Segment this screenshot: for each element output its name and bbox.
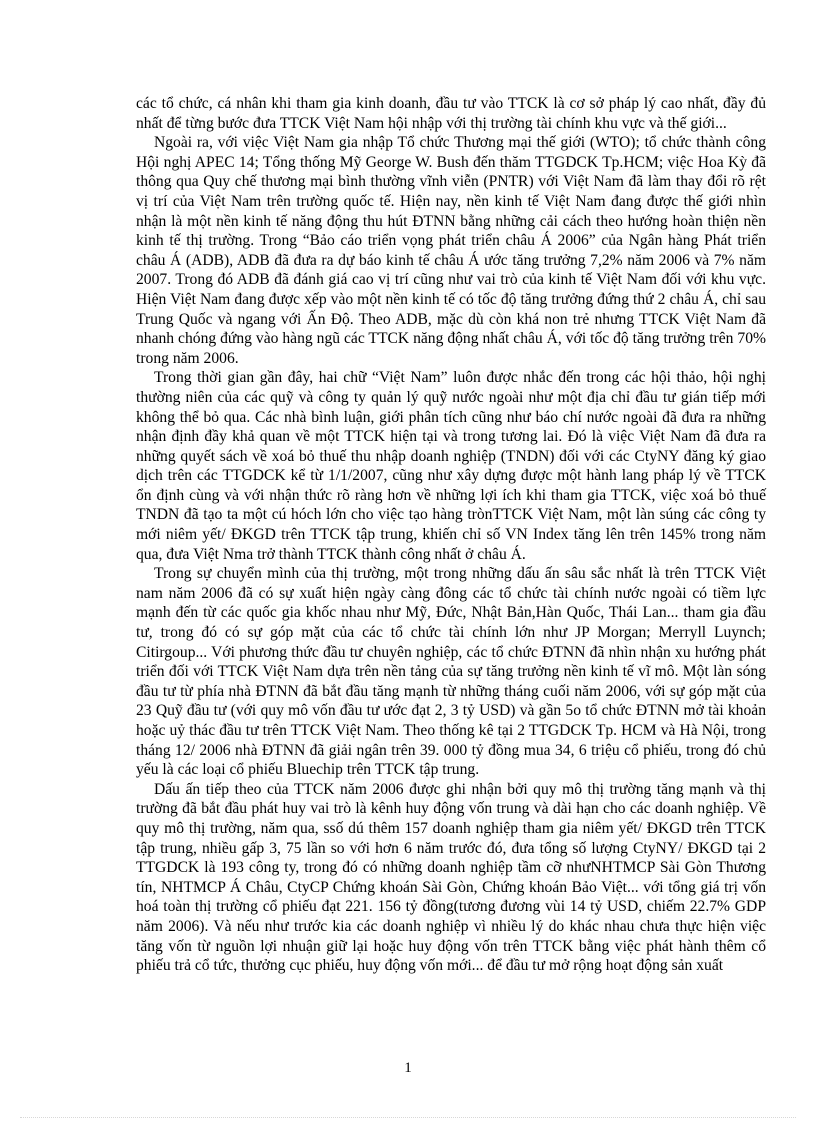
document-body — [136, 94, 766, 976]
paragraph-wto-adb: Ngoài ra, với việc Việt Nam gia nhập Tổ chức Thương mại thế giới (WTO); tổ chức thành công Hội nghị APEC 14; Tổng thống Mỹ George W. Bush đến thăm TTGDCK Tp.HCM; việc Hoa Kỳ đã thông qua Quy chế thương mại bình thường vĩnh viễn (PNTR) với Việt Nam đã làm thay đổi rõ rệt vị trí của Việt Nam trên trường quốc tế. Hiện nay, nền kinh tế Việt Nam đang được thế giới nhìn nhận là một nền kinh tế năng động thu hút ĐTNN bằng những cải cách theo hướng hoàn thiện nền kinh tế thị trường. Trong “Bảo cáo triển vọng phát triển châu Á 2006” của Ngân hàng Phát triển châu Á (ADB), ADB đã đưa ra dự báo kinh tế châu Á ước tăng trưởng 7,2% năm 2006 và 7% năm 2007. Trong đó ADB đã đánh giá cao vị trí cũng như vai trò của kinh tế Việt Nam đối với khu vực. Hiện Việt Nam đang được xếp vào một nền kinh tế có tốc độ tăng trưởng đứng thứ 2 châu Á, chỉ sau Trung Quốc và ngang với Ấn Độ. Theo ADB, mặc dù còn khá non trẻ nhưng TTCK Việt Nam đã nhanh chóng đứng vào hàng ngũ các TTCK năng động nhất châu Á, với tốc độ tăng trưởng trên 70% trong năm 2006. — [136, 134, 766, 367]
page-number: 1 — [404, 1060, 412, 1076]
paragraph-foreign-investors: Trong sự chuyển mình của thị trường, một trong những dấu ấn sâu sắc nhất là trên TTCK Việt nam năm 2006 đã có sự xuất hiện ngày càng đông các tổ chức tài chính nước ngoài có tiềm lực mạnh đến từ các quốc gia khốc nhau như Mỹ, Đức, Nhật Bản,Hàn Quốc, Thái Lan... tham gia đầu tư, trong đó có sự góp mặt của các tổ chức tài chính lớn như JP Morgan; Merryll Luynch; Citirgoup... Với phương thức đầu tư chuyên nghiệp, các tổ chức ĐTNN đã nhìn nhận xu hướng phát triển đối với TTCK Việt Nam dựa trên nền tảng của sự tăng trưởng nền kinh tế vĩ mô. Một làn sóng đầu tư từ phía nhà ĐTNN đã bắt đầu tăng mạnh từ những tháng cuối năm 2006, với sự góp mặt của 23 Quỹ đầu tư (với quy mô vốn đầu tư ước đạt 2, 3 tỷ USD) và gần 5o tổ chức ĐTNN mở tài khoản hoặc uỷ thác đầu tư trên TTCK Việt Nam. Theo thống kê tại 2 TTGDCK Tp. HCM và Hà Nội, trong tháng 12/ 2006 nhà ĐTNN đã giải ngân trên 39. 000 tỷ đồng mua 34, 6 triệu cổ phiếu, trong đó chủ yếu là các loại cổ phiếu Bluechip trên TTCK tập trung. — [136, 565, 766, 779]
paragraph-market-scale: Dấu ấn tiếp theo của TTCK năm 2006 được ghi nhận bởi quy mô thị trường tăng mạnh và thị trường đã bắt đầu phát huy vai trò là kênh huy động vốn trung và dài hạn cho các doanh nghiệp. Về quy mô thị trường, năm qua, ssố dú thêm 157 doanh nghiệp tham gia niêm yết/ ĐKGD trên TTCK tập trung, nhiều gấp 3, 75 lần so với hơn 6 năm trước đó, đưa tổng số lượng CtyNY/ ĐKGD tại 2 TTGDCK là 193 công ty, trong đó có những doanh nghiệp tầm cỡ nhưNHTMCP Sài Gòn Thương tín, NHTMCP Á Châu, CtyCP Chứng khoán Sài Gòn, Chứng khoán Bảo Việt... với tổng giá trị vốn hoá toàn thị trường cổ phiếu đạt 221. 156 tỷ đồng(tương đương vùi 14 tỷ USD, chiếm 22.7% GDP năm 2006). Và nếu như trước kia các doanh nghiệp vì nhiều lý do khác nhau chưa thực hiện việc tăng vốn từ nguồn lợi nhuận giữ lại hoặc huy động vốn trên TTCK bằng việc phát hành thêm cổ phiếu trả cổ tức, thưởng cục phiếu, huy động vốn mới... để đầu tư mở rộng hoạt động sản xuất — [136, 780, 766, 975]
page-bottom-divider — [20, 1117, 796, 1118]
paragraph-continuation: các tổ chức, cá nhân khi tham gia kinh doanh, đầu tư vào TTCK là cơ sở pháp lý cao nhất, đầy đủ nhất để từng bước đưa TTCK Việt Nam hội nhập với thị trường tài chính khu vực và thế giới... — [136, 95, 766, 132]
paragraph-vietnam-attention: Trong thời gian gần đây, hai chữ “Việt Nam” luôn được nhắc đến trong các hội thảo, hội nghị thường niên của các quỹ và công ty quản lý quỹ nước ngoài như một địa chỉ đầu tư gián tiếp mới không thể bỏ qua. Các nhà bình luận, giới phân tích cũng như báo chí nước ngoài đã đưa ra những nhận định đầy khả quan về một TTCK hiện tại và trong tương lai. Đó là việc Việt Nam đã đưa ra những quyết sách về xoá bỏ thuế thu nhập doanh nghiệp (TNDN) đối với các CtyNY đăng ký giao dịch trên các TTGDCK kể từ 1/1/2007, cũng như xây dựng được một hành lang pháp lý về TTCK ổn định cùng và với nhận thức rõ ràng hơn về những lợi ích khi tham gia TTCK, việc xoá bỏ thuế TNDN đã tạo ta một cú hóch lớn cho việc tạo hàng trònTTCK Việt Nam, một làn súng các công ty mới niêm yết/ ĐKGD trên TTCK tập trung, khiến chỉ số VN Index tăng lên trên 145% trong năm qua, đưa Việt Nma trở thành TTCK thành công nhất ở châu Á. — [136, 369, 766, 563]
